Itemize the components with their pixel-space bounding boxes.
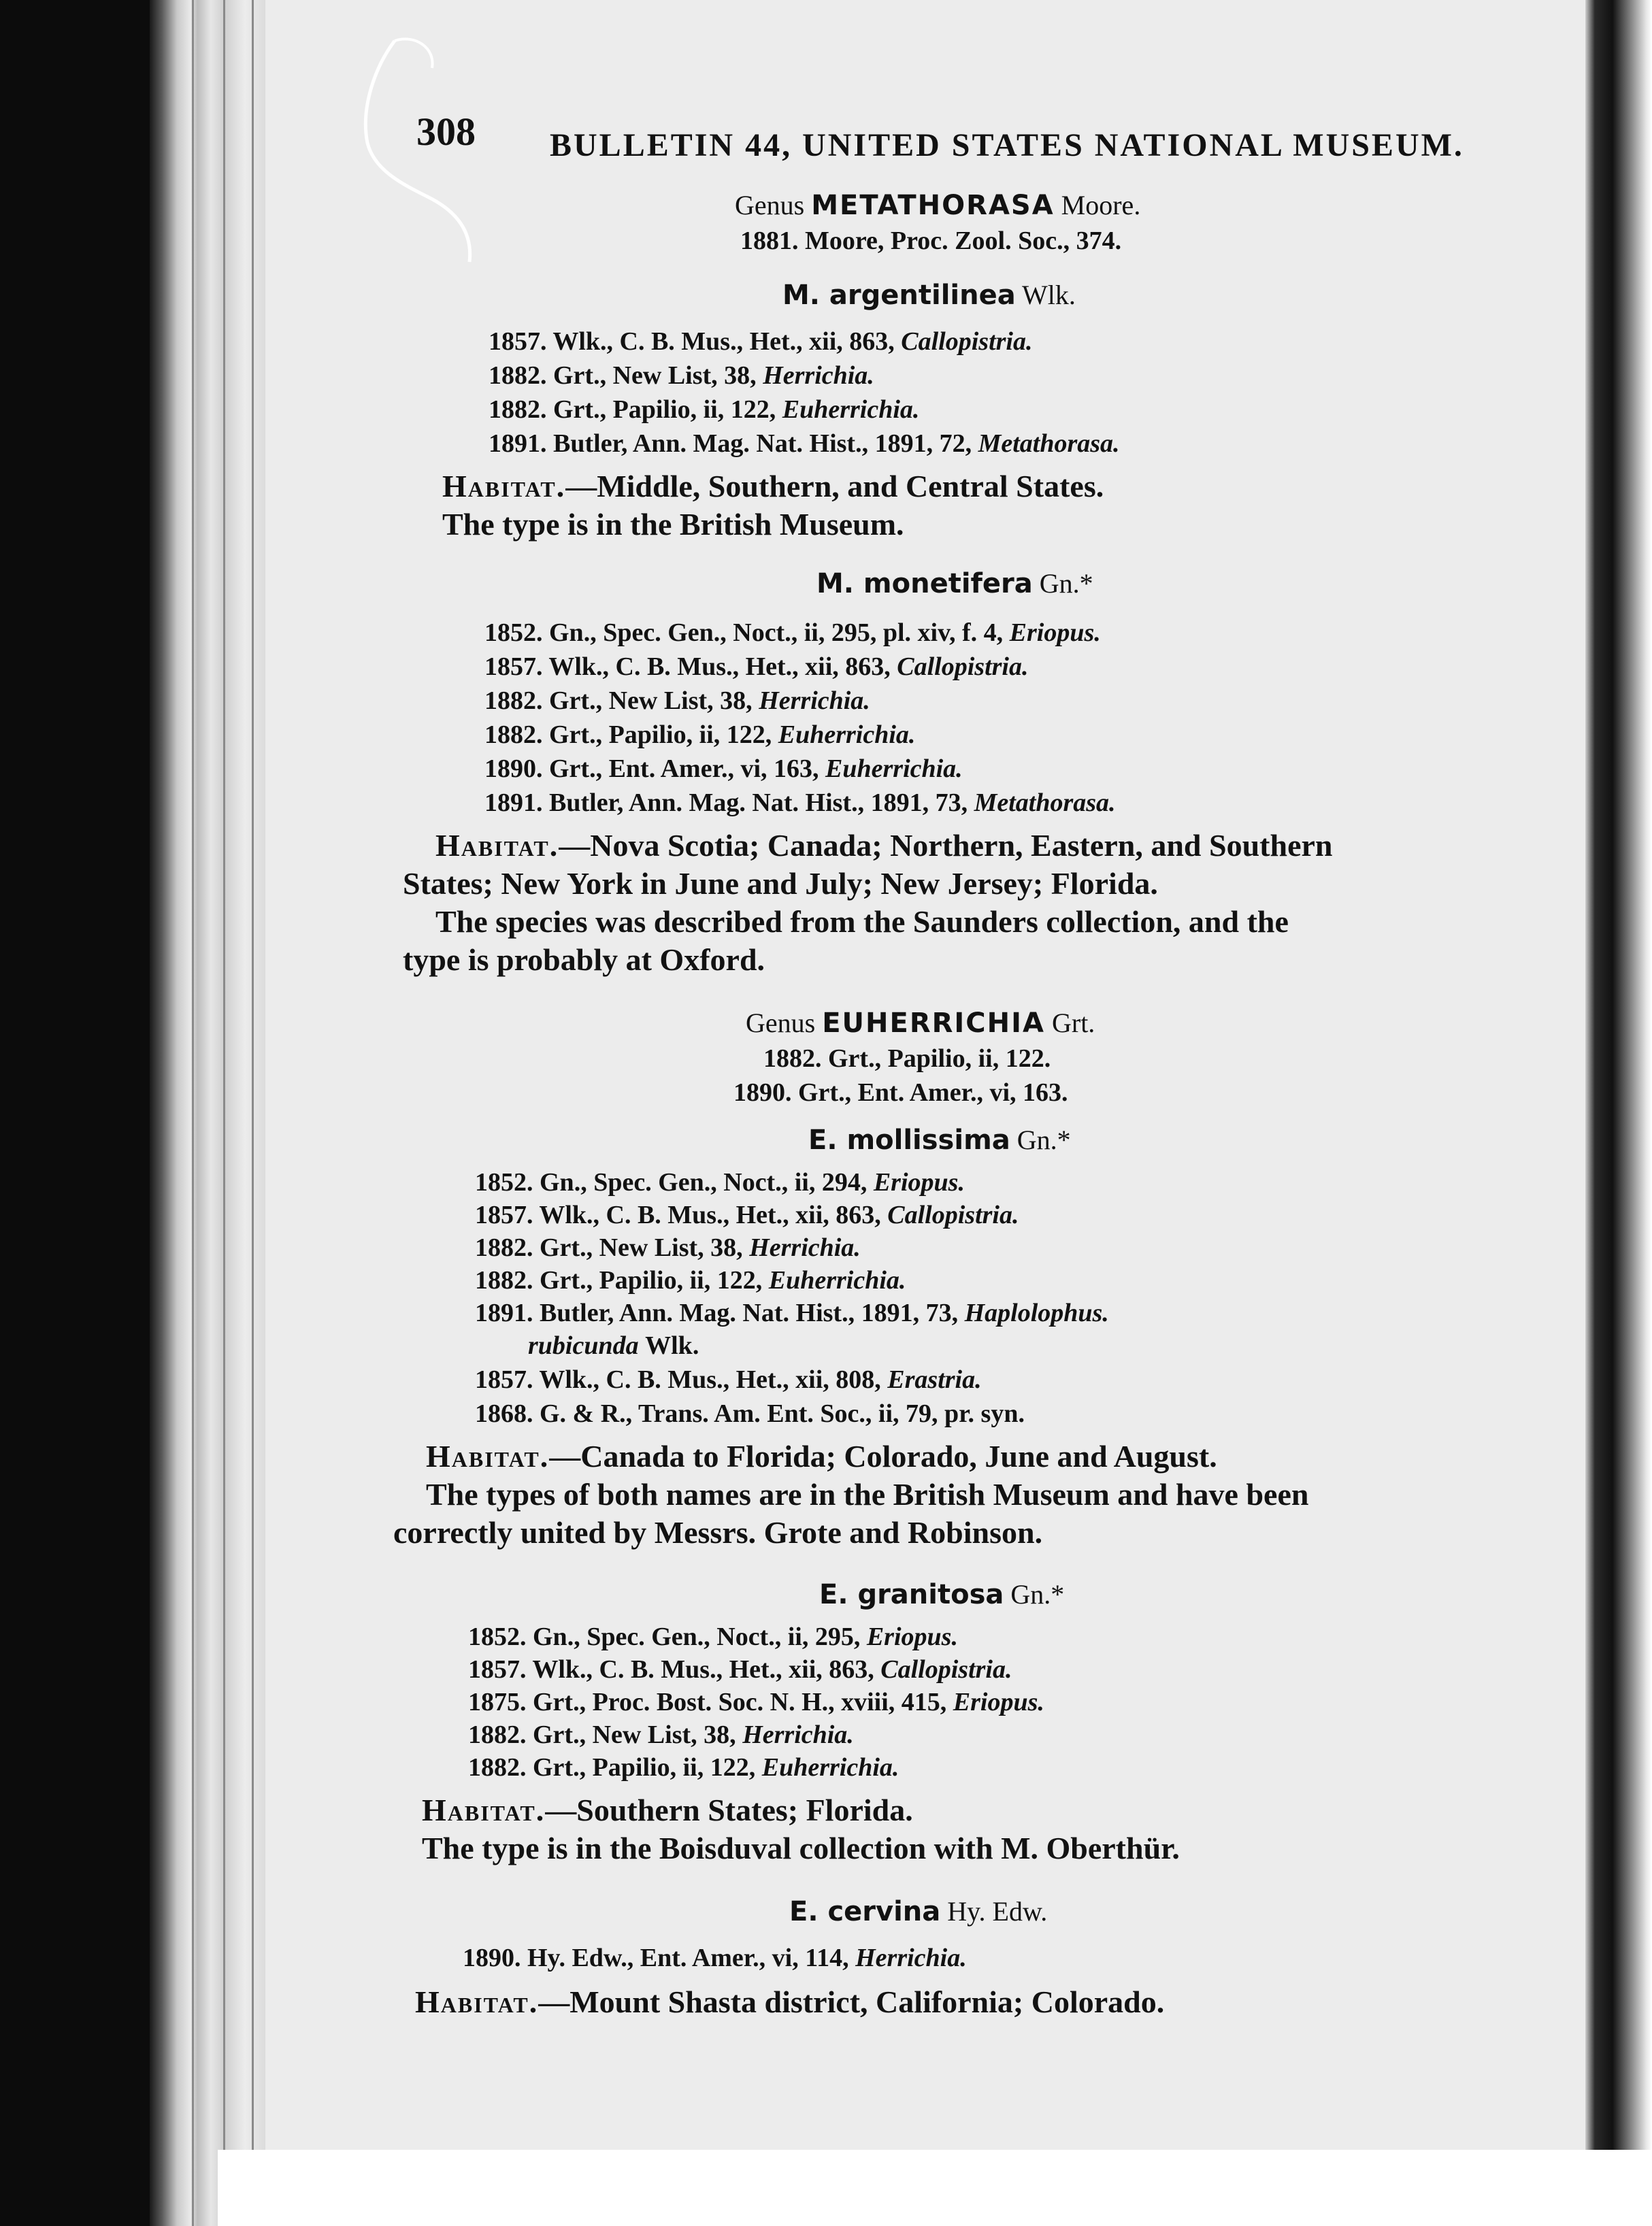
scan-right-border [1585,0,1652,2150]
reference-line: 1890. Hy. Edw., Ent. Amer., vi, 114, Herrichia. [463,1944,967,1972]
running-title: BULLETIN 44, UNITED STATES NATIONAL MUSEUM. [550,127,1464,163]
habitat-paragraph: Habitat.—Southern States; Florida. [422,1793,913,1827]
habitat-paragraph: Habitat.—Mount Shasta district, California; Colorado. [415,1984,1165,2019]
genus-heading [735,189,1140,221]
reference-line: 1882. Grt., New List, 38, Herrichia. [475,1233,861,1262]
reference-line: 1882. Grt., Papilio, ii, 122, Euherrichia. [489,395,920,424]
scan-bottom-margin [218,2150,1652,2226]
genus-reference: 1890. Grt., Ent. Amer., vi, 163. [733,1078,1068,1107]
genus-heading [746,1007,1095,1039]
reference-line: 1882. Grt., New List, 38, Herrichia. [484,686,870,715]
reference-line: 1882. Grt., New List, 38, Herrichia. [489,361,874,390]
page-number: 308 [416,110,476,154]
reference-line: 1891. Butler, Ann. Mag. Nat. Hist., 1891, 73, Haplolophus. [475,1299,1109,1327]
genus-name: METATHORASA [811,190,1055,221]
genus-name: EUHERRICHIA [822,1008,1045,1039]
species-name: M. monetifera [816,568,1033,599]
habitat-paragraph: Habitat.—Middle, Southern, and Central States. [442,469,1104,503]
reference-line: 1852. Gn., Spec. Gen., Noct., ii, 295, Eriopus. [468,1623,958,1651]
reference-line: 1882. Grt., New List, 38, Herrichia. [468,1721,854,1749]
habitat-paragraph-cont: States; New York in June and July; New Jersey; Florida. [403,866,1158,901]
habitat-paragraph: Habitat.—Nova Scotia; Canada; Northern, Eastern, and Southern [435,828,1333,863]
species-name: E. mollissima [808,1125,1010,1156]
reference-line: 1890. Grt., Ent. Amer., vi, 163, Euherrichia. [484,754,963,783]
habitat-paragraph: Habitat.—Canada to Florida; Colorado, June and August. [426,1439,1217,1474]
reference-line: 1882. Grt., Papilio, ii, 122, Euherrichia. [468,1753,899,1782]
species-name: M. argentilinea [782,280,1016,311]
species-author: Wlk. [1022,280,1076,310]
type-note: The type is in the Boisduval collection with M. Oberthür. [422,1831,1180,1865]
reference-line: 1857. Wlk., C. B. Mus., Het., xii, 863, Callopistria. [489,327,1033,356]
reference-line: 1852. Gn., Spec. Gen., Noct., ii, 295, pl. xiv, f. 4, Eriopus. [484,618,1101,647]
synonym-author: Wlk. [645,1331,699,1360]
reference-line: 1852. Gn., Spec. Gen., Noct., ii, 294, Eriopus. [475,1168,965,1197]
species-author: Gn.* [1017,1125,1071,1155]
genus-author: Grt. [1051,1008,1095,1038]
species-heading [816,567,1093,599]
species-author: Gn.* [1010,1579,1065,1610]
type-note: The types of both names are in the British Museum and have been [426,1477,1309,1512]
genus-reference: 1881. Moore, Proc. Zool. Soc., 374. [740,227,1122,255]
species-heading [819,1578,1064,1610]
species-author: Hy. Edw. [947,1896,1048,1927]
genus-reference: 1882. Grt., Papilio, ii, 122. [763,1044,1051,1073]
reference-line: 1857. Wlk., C. B. Mus., Het., xii, 863, Callopistria. [484,652,1029,681]
genus-prefix: Genus [746,1008,816,1038]
genus-author: Moore. [1061,190,1141,220]
reference-line: 1857. Wlk., C. B. Mus., Het., xii, 863, Callopistria. [468,1655,1012,1684]
reference-line: 1891. Butler, Ann. Mag. Nat. Hist., 1891, 72, Metathorasa. [489,429,1120,458]
species-heading [808,1124,1071,1156]
species-name: E. cervina [789,1896,941,1927]
type-note: The species was described from the Saunders collection, and the [435,904,1289,939]
reference-line: 1868. G. & R., Trans. Am. Ent. Soc., ii, 79, pr. syn. [475,1399,1025,1428]
type-note: The type is in the British Museum. [442,507,904,542]
page-edge-line [192,0,194,2226]
species-name: E. granitosa [819,1579,1004,1610]
species-author: Gn.* [1039,568,1093,599]
reference-line: 1891. Butler, Ann. Mag. Nat. Hist., 1891, 73, Metathorasa. [484,788,1116,817]
synonym-name: rubicunda [528,1331,639,1360]
scan-left-border [0,0,150,2226]
type-note-cont: type is probably at Oxford. [403,942,765,977]
type-note-cont: correctly united by Messrs. Grote and Robinson. [393,1515,1043,1550]
reference-line: 1882. Grt., Papilio, ii, 122, Euherrichia. [475,1266,906,1295]
reference-line: 1857. Wlk., C. B. Mus., Het., xii, 863, Callopistria. [475,1201,1019,1229]
genus-prefix: Genus [735,190,805,220]
page-edge-line [252,0,254,2226]
reference-line: 1875. Grt., Proc. Bost. Soc. N. H., xviii, 415, Eriopus. [468,1688,1044,1716]
reference-line: 1882. Grt., Papilio, ii, 122, Euherrichia. [484,720,916,749]
page-edge-line [223,0,225,2226]
species-heading [782,279,1076,311]
species-heading [789,1895,1047,1927]
reference-line: 1857. Wlk., C. B. Mus., Het., xii, 808, Erastria. [475,1365,982,1394]
page-stack-edges [150,0,265,2226]
synonym-heading [528,1331,699,1361]
